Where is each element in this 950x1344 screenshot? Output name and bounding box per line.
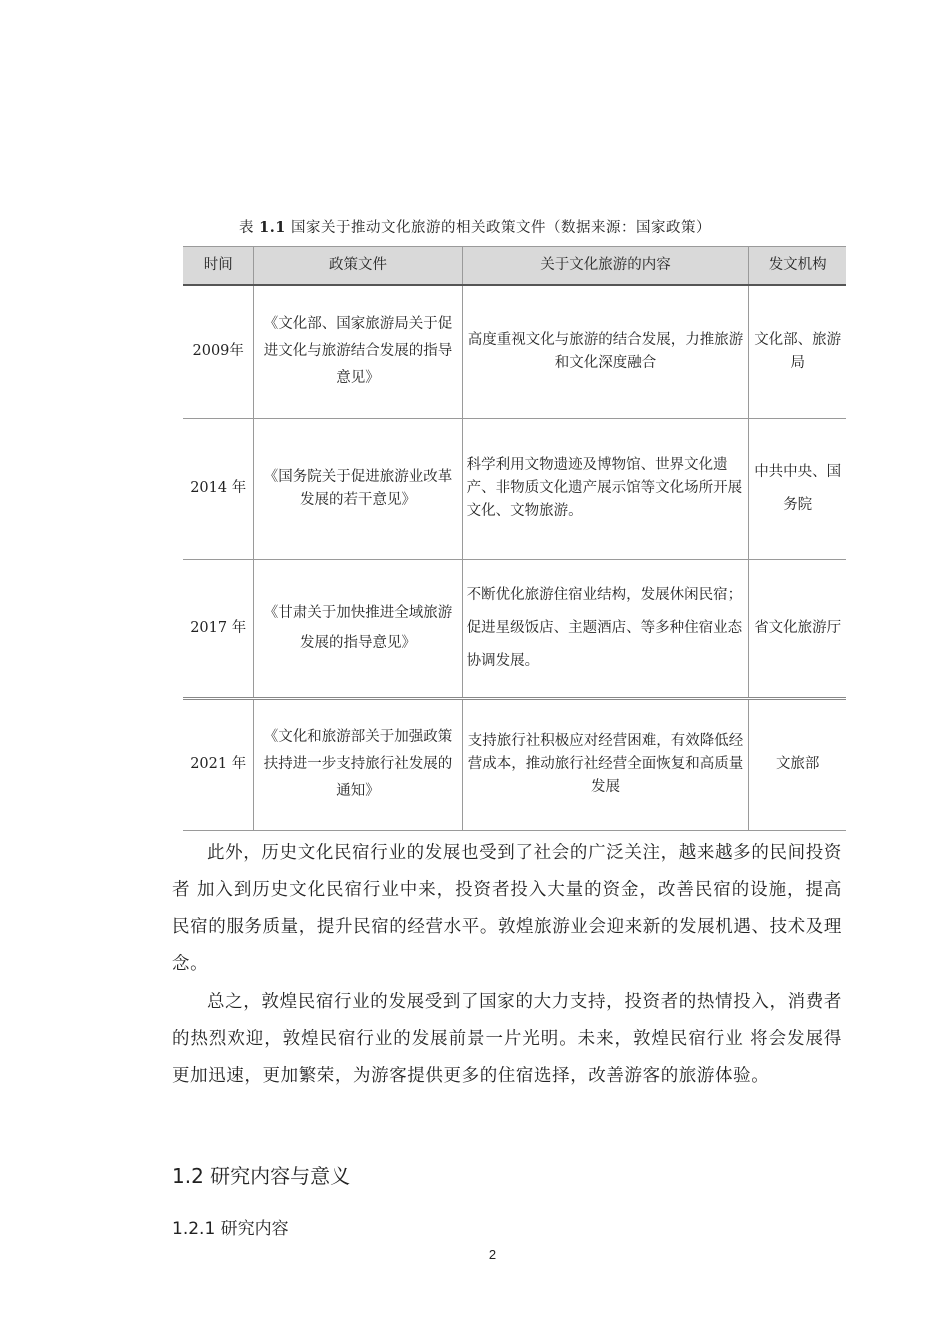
cell-content: 高度重视文化与旅游的结合发展，力推旅游和文化深度融合 xyxy=(462,285,749,418)
table-row xyxy=(183,698,846,830)
table-row xyxy=(183,285,846,418)
subsection-heading: 1.2.1 研究内容 xyxy=(172,1219,289,1239)
header-document: 政策文件 xyxy=(254,247,462,286)
paragraph-2: 总之，敦煌民宿行业的发展受到了国家的大力支持，投资者的热情投入，消费者的热烈欢迎，敦煌民宿行业的发展前景一片光明。未来，敦煌民宿行业 将会发展得更加迅速，更加繁荣，为游客提供更多的住宿选择，改善游客的旅游体验。 xyxy=(172,992,842,1086)
cell-document: 《文化和旅游部关于加强政策扶持进一步支持旅行社发展的通知》 xyxy=(254,698,462,830)
cell-org: 文旅部 xyxy=(749,698,846,830)
caption-text: 国家关于推动文化旅游的相关政策文件（数据来源：国家政策） xyxy=(285,220,711,236)
cell-content: 不断优化旅游住宿业结构，发展休闲民宿；促进星级饭店、主题酒店、等多种住宿业态协调发展。 xyxy=(462,559,749,698)
header-time: 时间 xyxy=(183,247,254,286)
header-org: 发文机构 xyxy=(749,247,846,286)
policy-table xyxy=(183,246,846,831)
caption-number: 1.1 xyxy=(259,219,286,236)
cell-org: 省文化旅游厅 xyxy=(749,559,846,698)
cell-year: 2009年 xyxy=(183,285,254,418)
cell-document: 《文化部、国家旅游局关于促进文化与旅游结合发展的指导意见》 xyxy=(254,285,462,418)
cell-org: 文化部、旅游局 xyxy=(749,285,846,418)
cell-content: 支持旅行社积极应对经营困难，有效降低经营成本，推动旅行社经营全面恢复和高质量发展 xyxy=(462,698,749,830)
cell-org: 中共中央、国务院 xyxy=(749,418,846,559)
paragraph-1: 此外，历史文化民宿行业的发展也受到了社会的广泛关注，越来越多的民间投资者 加入到历史文化民宿行业中来，投资者投入大量的资金，改善民宿的设施，提高民宿的服务质量，提升民宿的经营水平。敦煌旅游业会迎来新的发展机遇、技术及理念。 xyxy=(172,843,842,974)
cell-document: 《甘肃关于加快推进全域旅游发展的指导意见》 xyxy=(254,559,462,698)
table-caption xyxy=(170,216,780,237)
page-number: 2 xyxy=(488,1247,497,1262)
cell-year: 2017 年 xyxy=(183,559,254,698)
caption-prefix: 表 xyxy=(239,220,260,236)
table-row xyxy=(183,418,846,559)
header-content: 关于文化旅游的内容 xyxy=(462,247,749,286)
section-heading: 1.2 研究内容与意义 xyxy=(172,1164,351,1188)
cell-document: 《国务院关于促进旅游业改革发展的若干意见》 xyxy=(254,418,462,559)
cell-year: 2014 年 xyxy=(183,418,254,559)
cell-year: 2021 年 xyxy=(183,698,254,830)
cell-content: 科学利用文物遗迹及博物馆、世界文化遗产、非物质文化遗产展示馆等文化场所开展文化、文物旅游。 xyxy=(462,418,749,559)
table-header-row xyxy=(183,247,846,286)
table-row xyxy=(183,559,846,698)
